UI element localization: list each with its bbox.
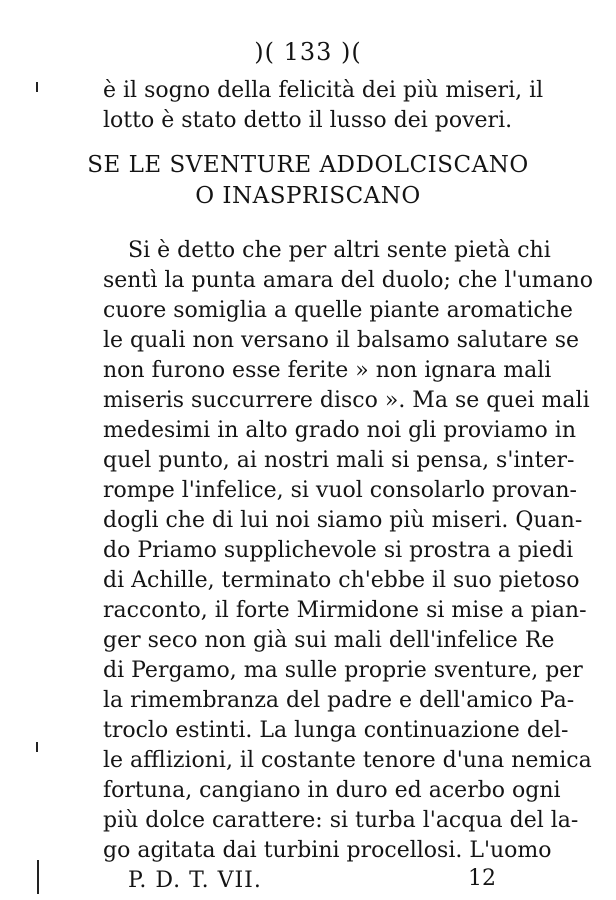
body-line-6: miseris succurrere disco ». Ma se quei mali xyxy=(103,388,590,413)
intro-line-1: è il sogno della felicità dei più miseri, il xyxy=(103,78,544,103)
body-line-21: go agitata dai turbini procellosi. L'uomo xyxy=(103,838,552,863)
margin-speck-middle xyxy=(36,742,38,752)
body-line-5: non furono esse ferite » non ignara mali xyxy=(103,358,552,383)
body-line-12: di Achille, terminato ch'ebbe il suo pietoso xyxy=(103,568,580,593)
body-line-14: ger seco non già sui mali dell'infelice Re xyxy=(103,628,555,653)
intro-line-2: lotto è stato detto il lusso dei poveri. xyxy=(103,108,513,133)
body-line-16: la rimembranza del padre e dell'amico Pa- xyxy=(103,688,575,713)
body-line-15: di Pergamo, ma sulle proprie sventure, per xyxy=(103,658,583,683)
body-line-11: do Priamo supplichevole si prostra a piedi xyxy=(103,538,574,563)
body-line-7: medesimi in alto grado noi gli proviamo in xyxy=(103,418,576,443)
running-header: )( 133 )( xyxy=(254,38,362,66)
body-line-9: rompe l'infelice, si vuol consolarlo provan- xyxy=(103,478,577,503)
margin-edge-mark xyxy=(37,860,39,894)
body-line-18: le afflizioni, il costante tenore d'una nemica xyxy=(103,748,592,773)
section-title-line-2: O INASPRISCANO xyxy=(195,183,421,209)
section-title-line-1: SE LE SVENTURE ADDOLCISCANO xyxy=(87,152,529,178)
body-line-4: le quali non versano il balsamo salutare se xyxy=(103,328,580,353)
body-line-1: Si è detto che per altri sente pietà chi xyxy=(128,238,551,263)
margin-speck-top xyxy=(36,82,38,92)
body-line-10: dogli che di lui noi siamo più miseri. Quan- xyxy=(103,508,583,533)
signature-number: 12 xyxy=(468,866,496,891)
signature-mark: P. D. T. VII. xyxy=(128,868,262,893)
body-line-13: racconto, il forte Mirmidone si mise a pian- xyxy=(103,598,587,623)
body-line-17: troclo estinti. La lunga continuazione del- xyxy=(103,718,569,743)
body-line-20: più dolce carattere: si turba l'acqua del la- xyxy=(103,808,579,833)
body-line-8: quel punto, ai nostri mali si pensa, s'inter- xyxy=(103,448,575,473)
body-line-19: fortuna, cangiano in duro ed acerbo ogni xyxy=(103,778,561,803)
body-line-3: cuore somiglia a quelle piante aromatiche xyxy=(103,298,573,323)
body-line-2: sentì la punta amara del duolo; che l'umano xyxy=(103,268,594,293)
